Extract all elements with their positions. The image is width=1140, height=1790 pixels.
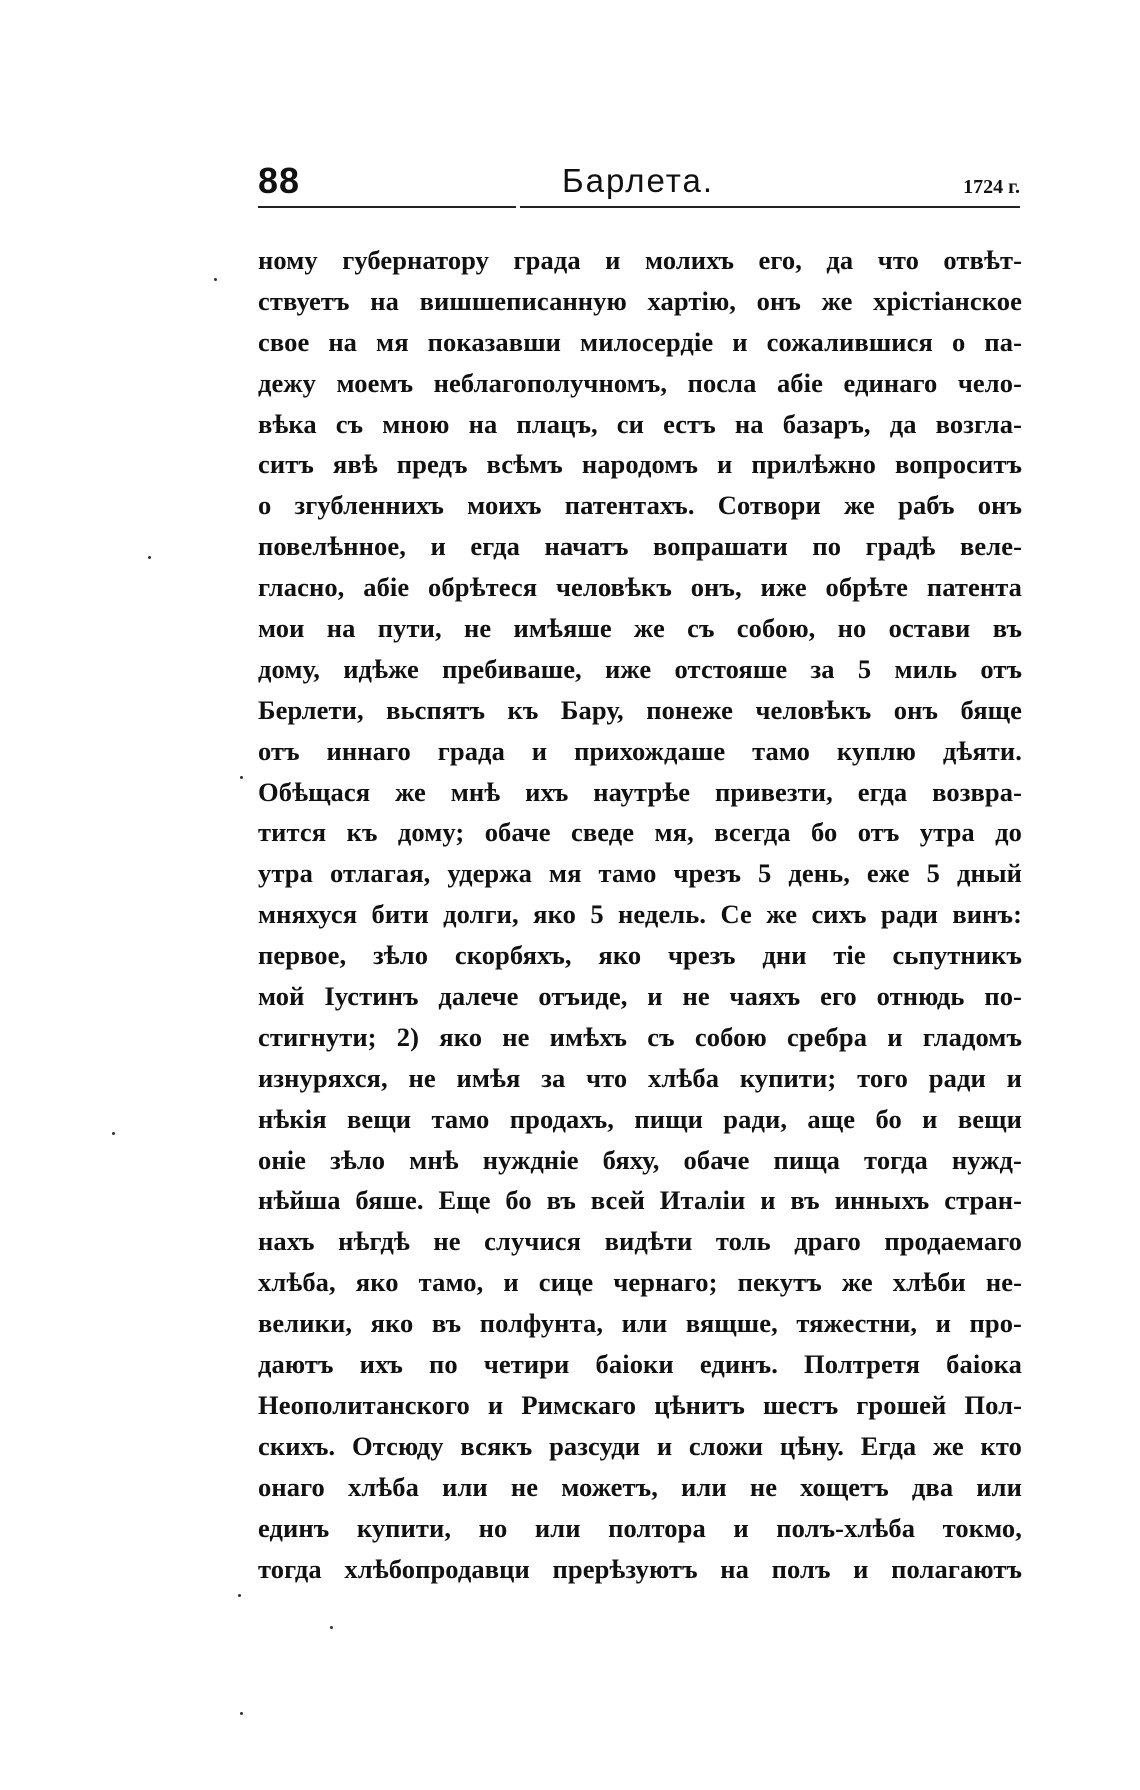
text-line: вѣка съ мною на плацъ, си естъ на базаръ, да возгла- [258,408,1022,439]
text-line: нахъ нѣгдѣ не случися видѣти толь драго продаемаго [258,1226,1022,1257]
running-title: Барлета. [562,162,715,199]
text-line: онаго хлѣба или не можетъ, или не хощетъ два или [258,1471,1022,1502]
text-line: отъ иннаго града и прихождаше тамо куплю дѣяти. [258,735,1022,766]
text-line: оніе зѣло мнѣ нуждніе бяху, обаче пища тогда нужд- [258,1144,1022,1175]
text-line: о згубленнихъ моихъ патентахъ. Сотвори же рабъ онъ [258,490,1022,521]
text-line: дому, идѣже пребиваше, иже отстояше за 5 миль отъ [258,653,1022,684]
scan-speck [238,1594,241,1597]
text-line: утра отлагая, удержа мя тамо чрезъ 5 день, еже 5 дный [258,858,1022,889]
text-line: ситъ явѣ предъ всѣмъ народомъ и прилѣжно вопроситъ [258,449,1022,480]
text-line: единъ купити, но или полтора и полъ-хлѣба токмо, [258,1512,1022,1543]
text-line: стигнути; 2) яко не имѣхъ съ собою сребра и гладомъ [258,1021,1022,1052]
scan-speck [214,278,217,281]
text-line: велики, яко въ полфунта, или вящше, тяжестни, и про- [258,1308,1022,1339]
scan-speck [240,776,243,779]
page-header [258,160,1020,212]
header-rule-right [520,206,1020,208]
body-text [258,240,1022,1589]
header-rule-left [258,206,516,208]
text-line: ному губернатору града и молихъ его, да что отвѣт- [258,245,1022,275]
page-number: 88 [258,160,301,201]
text-line: хлѣба, яко тамо, и сице чернаго; пекутъ же хлѣби не- [258,1267,1022,1298]
scan-speck [240,1712,243,1715]
text-line: нѣкія вещи тамо продахъ, пищи ради, аще бо и вещи [258,1103,1022,1134]
scan-speck [330,1626,333,1629]
text-line: тогда хлѣбопродавци прерѣзуютъ на полъ и полагаютъ [258,1553,1022,1584]
text-line: повелѣнное, и егда начатъ вопрашати по градѣ веле- [258,531,1022,562]
text-line: ствуетъ на вишшеписанную хартію, онъ же хрістіанское [258,285,1022,316]
text-line: мои на пути, не имѣяше же съ собою, но остави въ [258,613,1022,644]
text-line: мняхуся бити долги, яко 5 недель. Се же сихъ ради винъ: [258,899,1022,930]
year-label: 1724 г. [963,176,1020,198]
text-line: Обѣщася же мнѣ ихъ наутрѣе привезти, егда возвра- [258,776,1022,807]
text-line: даютъ ихъ по четири баіоки единъ. Полтретя баіока [258,1349,1022,1380]
text-line: Берлети, вьспятъ къ Бару, понеже человѣкъ онъ бяще [258,694,1022,725]
scan-speck [112,1132,115,1135]
text-line: первое, зѣло скорбяхъ, яко чрезъ дни тіе сьпутникъ [258,940,1022,971]
text-line: мой Іустинъ далече отъиде, и не чаяхъ его отнюдь по- [258,981,1022,1012]
text-line: гласно, абіе обрѣтеся человѣкъ онъ, иже обрѣте патента [258,572,1022,603]
text-line: дежу моемъ неблагополучномъ, посла абіе единаго чело- [258,367,1022,398]
text-line: скихъ. Отсюду всякъ разсуди и сложи цѣну. Егда же кто [258,1430,1022,1461]
scan-speck [148,556,151,559]
text-line: изнуряхся, не имѣя за что хлѣба купити; того ради и [258,1062,1022,1093]
text-line: свое на мя показавши милосердіе и сожалившися о па- [258,326,1022,357]
text-line: тится къ дому; обаче сведе мя, всегда бо отъ утра до [258,817,1022,848]
text-line: Неополитанского и Римскаго цѣнитъ шестъ грошей Пол- [258,1389,1022,1420]
text-line: нѣйша бяше. Еще бо въ всей Италіи и въ инныхъ стран- [258,1185,1022,1216]
